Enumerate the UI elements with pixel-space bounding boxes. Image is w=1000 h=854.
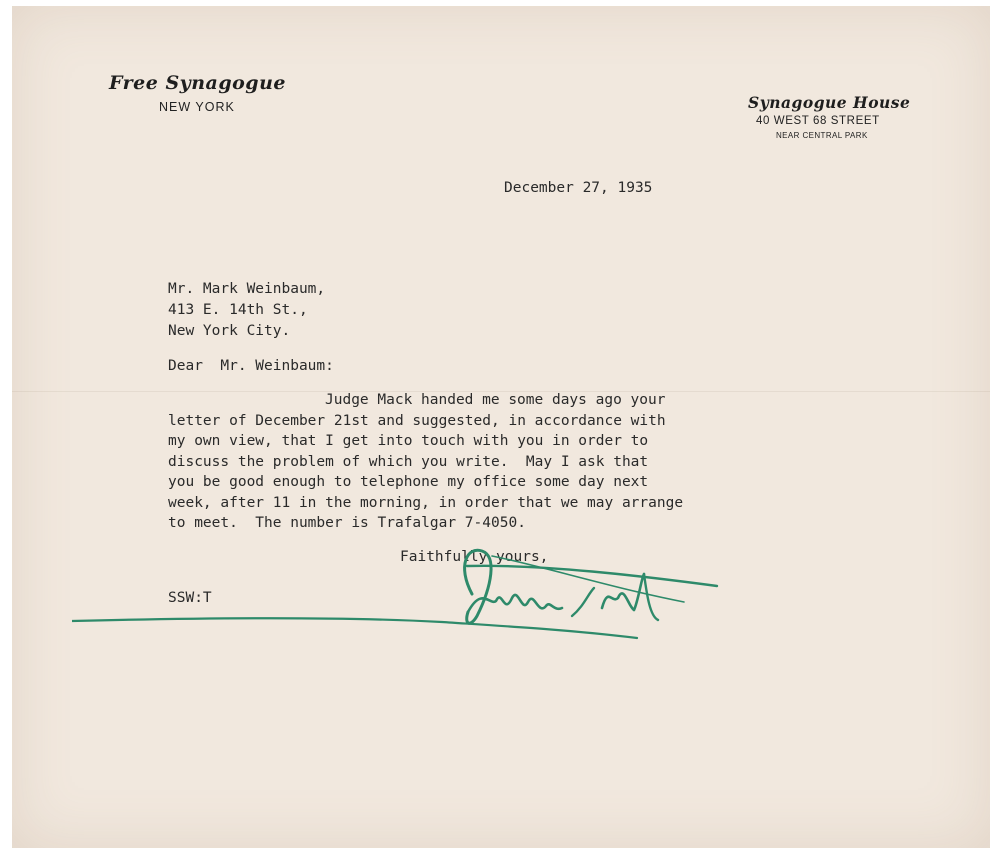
- letterhead-left-title: Free Synagogue: [109, 72, 286, 94]
- handwritten-signature: [72, 546, 732, 656]
- recipient-line: 413 E. 14th St.,: [168, 302, 308, 318]
- letter-sheet: [12, 6, 990, 848]
- letterhead-right-title: Synagogue House: [748, 93, 911, 112]
- closing: Faithfully yours,: [400, 549, 549, 565]
- body-line: letter of December 21st and suggested, in accordance with: [168, 413, 666, 429]
- letterhead-left-city: NEW YORK: [159, 100, 235, 114]
- body-line: to meet. The number is Trafalgar 7-4050.: [168, 515, 526, 531]
- body-line: week, after 11 in the morning, in order that we may arrange: [168, 495, 684, 511]
- body-line: my own view, that I get into touch with you in order to: [168, 433, 649, 449]
- body-line: you be good enough to telephone my office some day next: [168, 474, 649, 490]
- recipient-line: New York City.: [168, 323, 291, 339]
- recipient-line: Mr. Mark Weinbaum,: [168, 281, 326, 297]
- letterhead-right-note: NEAR CENTRAL PARK: [776, 131, 868, 140]
- body-line: discuss the problem of which you write. May I ask that: [168, 454, 649, 470]
- letter-date: December 27, 1935: [504, 180, 653, 196]
- body-line: Judge Mack handed me some days ago your: [325, 392, 666, 408]
- letterhead-right-address: 40 WEST 68 STREET: [756, 115, 880, 127]
- typist-initials: SSW:T: [168, 590, 212, 606]
- salutation: Dear Mr. Weinbaum:: [168, 358, 334, 374]
